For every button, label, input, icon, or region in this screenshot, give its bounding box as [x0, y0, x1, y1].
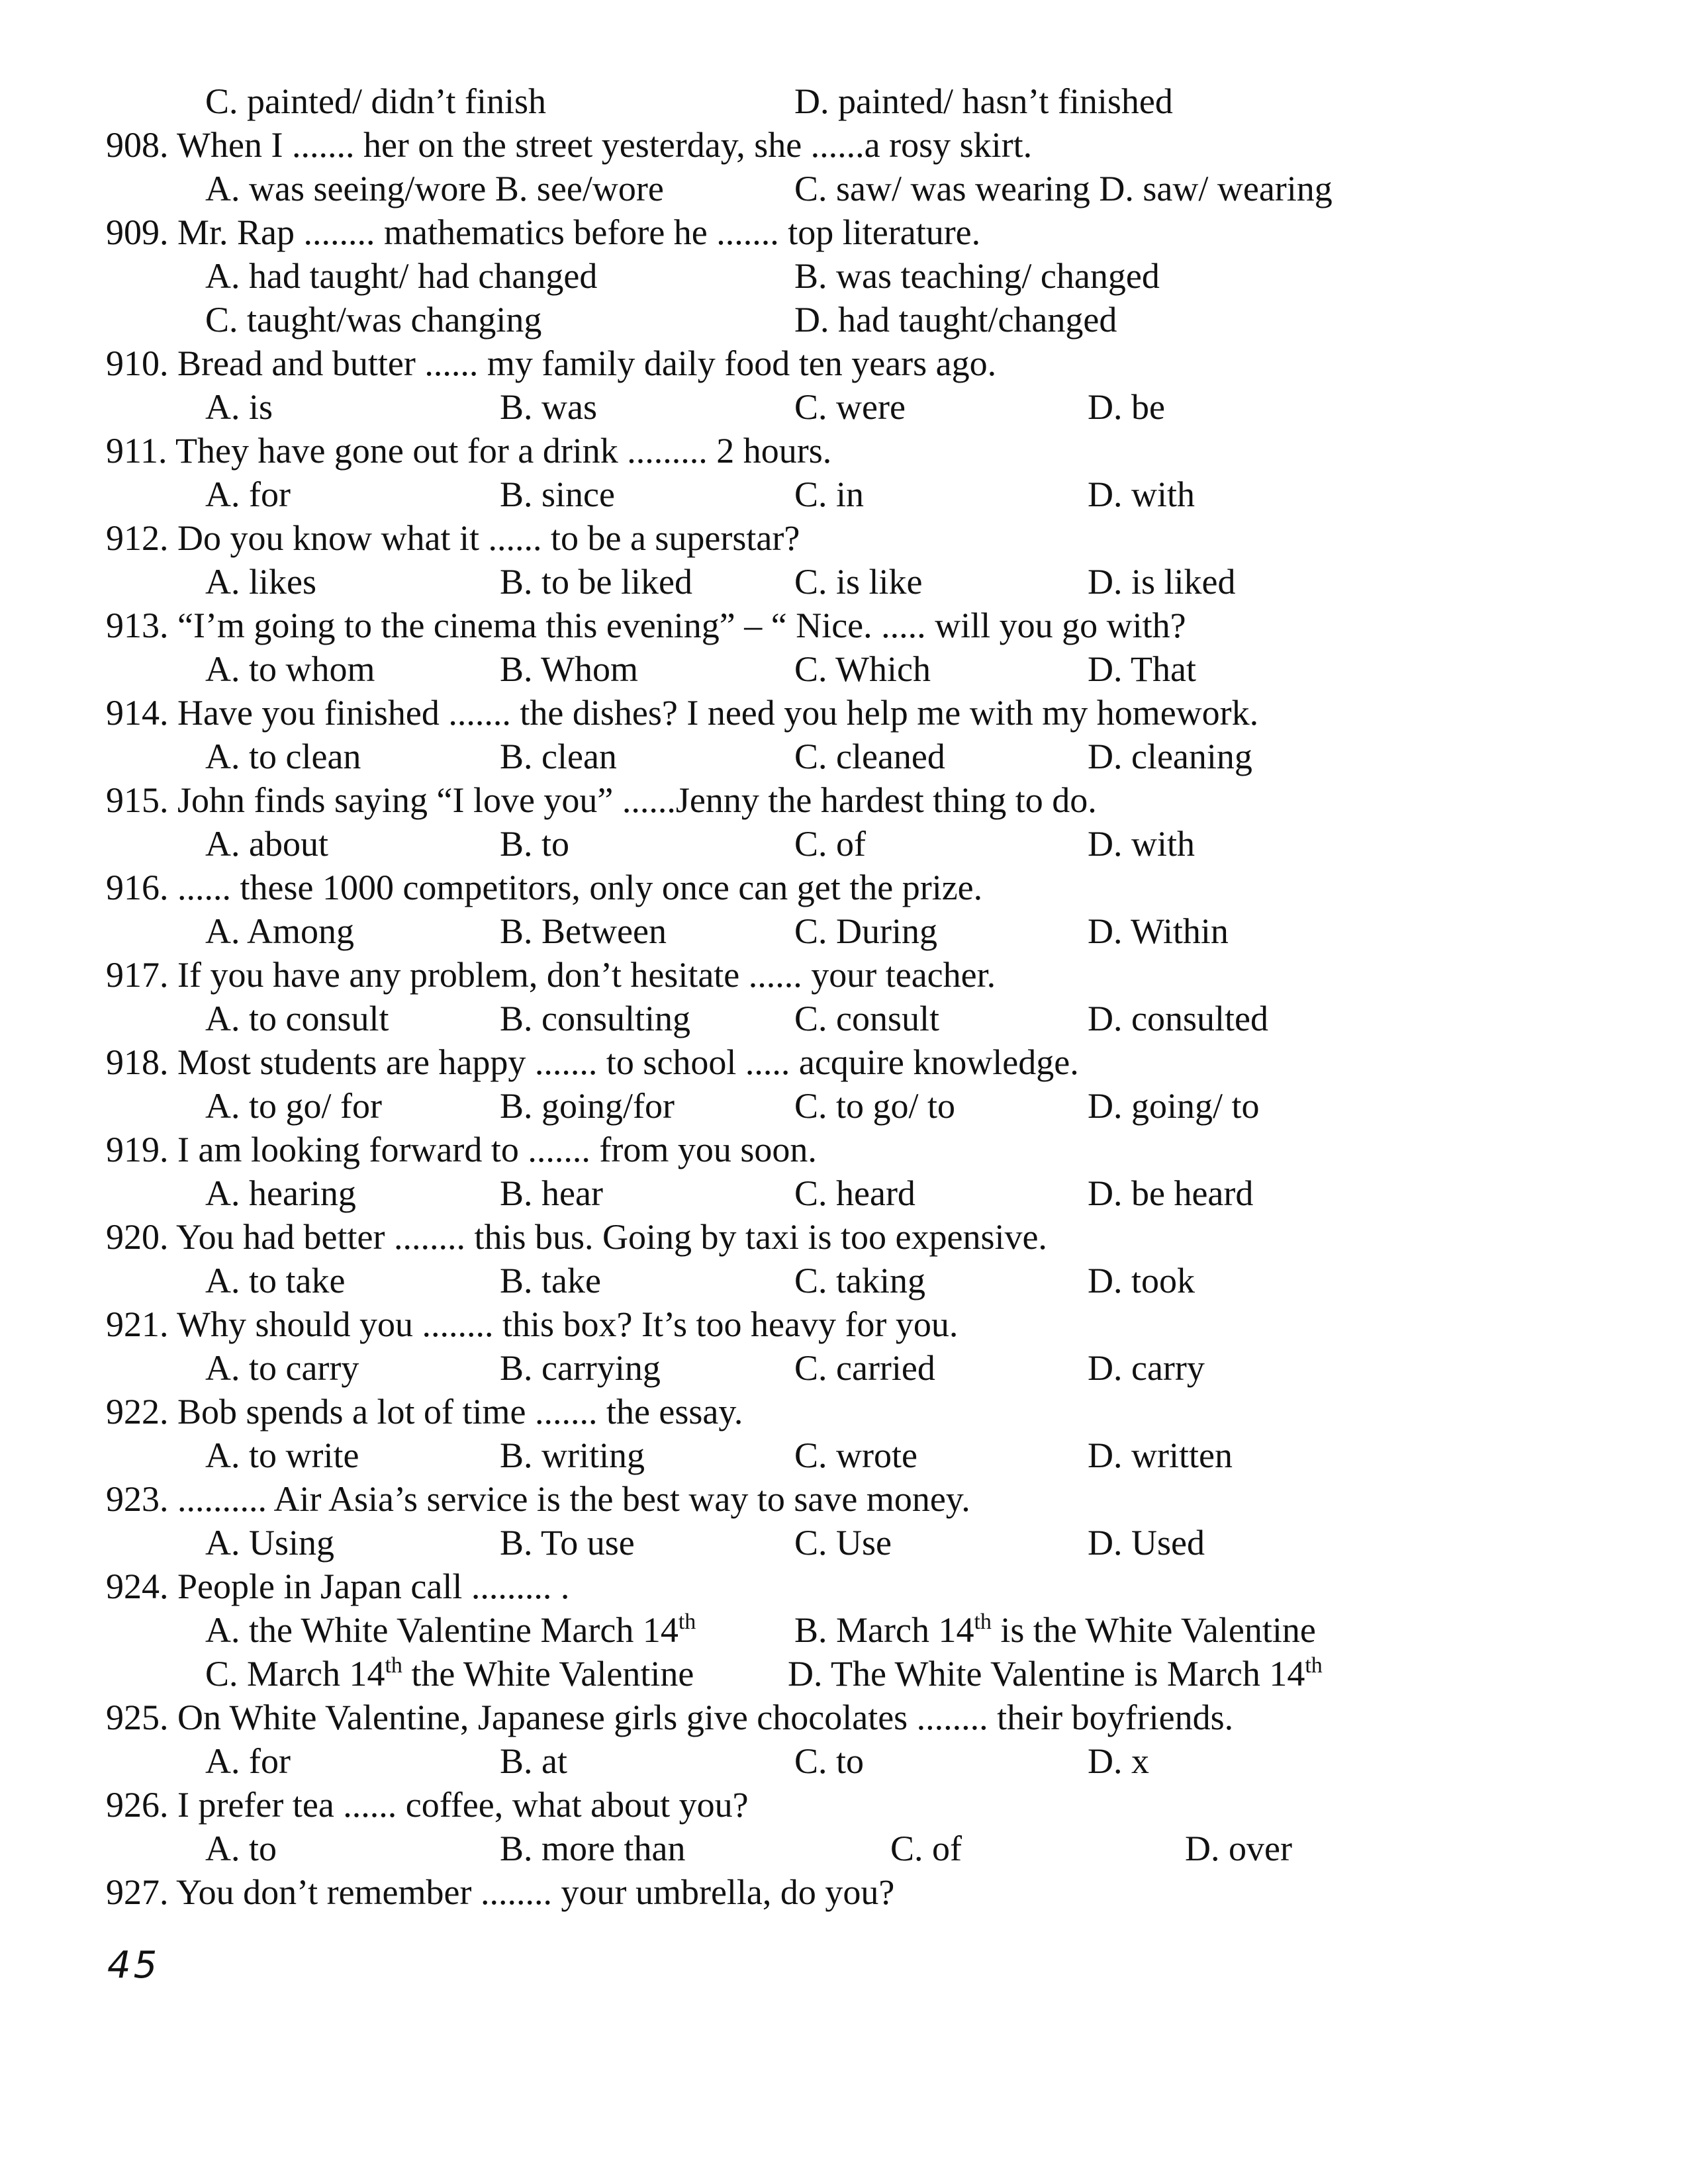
- option-b: B. going/for: [500, 1086, 675, 1126]
- option-b: B. more than: [500, 1829, 686, 1868]
- option-c: C. wrote: [794, 1435, 917, 1475]
- question-stem: 927. You don’t remember ........ your umbrella, do you?: [106, 1872, 895, 1912]
- option-a: A. for: [205, 475, 291, 514]
- question-915: [0, 778, 1688, 822]
- option-b: B. carrying: [500, 1348, 661, 1388]
- question-926: [0, 1783, 1688, 1827]
- option-d: D. had taught/changed: [794, 300, 1117, 340]
- option-d: D. took: [1088, 1261, 1195, 1300]
- question-914: [0, 691, 1688, 735]
- option-c: C. in: [794, 475, 865, 514]
- option-c: C. carried: [794, 1348, 935, 1388]
- option-c: C. March 14th the White Valentine: [205, 1653, 694, 1694]
- option-b: B. clean: [500, 737, 617, 776]
- option-a: A. to go/ for: [205, 1086, 382, 1126]
- option-b: B. writing: [500, 1435, 645, 1475]
- question-stem: 920. You had better ........ this bus. Going by taxi is too expensive.: [106, 1217, 1047, 1257]
- option-d: D. carry: [1088, 1348, 1205, 1388]
- option-c: C. consult: [794, 999, 940, 1038]
- option-d: D. going/ to: [1088, 1086, 1260, 1126]
- option-row: [0, 167, 1688, 210]
- option-c: C. to: [794, 1741, 865, 1781]
- question-stem: 922. Bob spends a lot of time ....... the essay.: [106, 1392, 743, 1432]
- option-c: C. heard: [794, 1173, 915, 1213]
- option-b: B. March 14th is the White Valentine: [794, 1610, 1316, 1650]
- question-918: [0, 1040, 1688, 1084]
- option-b: B. since: [500, 475, 615, 514]
- option-row: [0, 1259, 1688, 1302]
- option-row: [0, 79, 1688, 123]
- option-a: A. to: [205, 1829, 277, 1868]
- option-row: [0, 1346, 1688, 1390]
- option-d: D. consulted: [1088, 999, 1268, 1038]
- option-c: C. taught/was changing: [205, 300, 542, 340]
- question-911: [0, 429, 1688, 473]
- option-b: B. at: [500, 1741, 567, 1781]
- option-d: D. x: [1088, 1741, 1149, 1781]
- question-stem: 909. Mr. Rap ........ mathematics before he ....... top literature.: [106, 212, 981, 252]
- option-d: D. written: [1088, 1435, 1233, 1475]
- option-row: [0, 254, 1688, 298]
- option-d: D. The White Valentine is March 14th: [788, 1653, 1323, 1694]
- option-c: C. to go/ to: [794, 1086, 956, 1126]
- question-stem: 919. I am looking forward to ....... from you soon.: [106, 1130, 817, 1169]
- option-d: D. Within: [1088, 911, 1229, 951]
- question-923: [0, 1477, 1688, 1521]
- question-stem: 925. On White Valentine, Japanese girls give chocolates ........ their boyfriends.: [106, 1698, 1234, 1737]
- question-919: [0, 1128, 1688, 1171]
- question-912: [0, 516, 1688, 560]
- question-916: [0, 866, 1688, 909]
- option-b: B. To use: [500, 1523, 635, 1563]
- option-d: D. is liked: [1088, 562, 1236, 602]
- question-925: [0, 1696, 1688, 1739]
- option-row: [0, 1171, 1688, 1215]
- question-stem: 917. If you have any problem, don’t hesitate ...... your teacher.: [106, 955, 996, 995]
- option-d: D. That: [1088, 649, 1196, 689]
- question-stem: 914. Have you finished ....... the dishes? I need you help me with my homework.: [106, 693, 1259, 733]
- option-row: [0, 997, 1688, 1040]
- option-a: A. to clean: [205, 737, 361, 776]
- option-row: [0, 1608, 1688, 1652]
- question-stem: 912. Do you know what it ...... to be a superstar?: [106, 518, 800, 558]
- option-row: [0, 560, 1688, 604]
- question-909: [0, 210, 1688, 254]
- question-stem: 913. “I’m going to the cinema this evening” – “ Nice. ..... will you go with?: [106, 606, 1186, 645]
- option-row: [0, 1521, 1688, 1565]
- option-row: [0, 298, 1688, 341]
- option-a: A. to take: [205, 1261, 346, 1300]
- question-922: [0, 1390, 1688, 1433]
- option-d: D. over: [1185, 1829, 1292, 1868]
- question-910: [0, 341, 1688, 385]
- option-c: C. were: [794, 387, 906, 427]
- option-b: B. Whom: [500, 649, 639, 689]
- question-stem: 926. I prefer tea ...... coffee, what about you?: [106, 1785, 749, 1825]
- option-d: D. Used: [1088, 1523, 1205, 1563]
- question-921: [0, 1302, 1688, 1346]
- question-917: [0, 953, 1688, 997]
- question-stem: 921. Why should you ........ this box? It’s too heavy for you.: [106, 1304, 959, 1344]
- question-stem: 923. .......... Air Asia’s service is the best way to save money.: [106, 1479, 970, 1519]
- option-a: A. the White Valentine March 14th: [205, 1610, 696, 1650]
- option-row: [0, 647, 1688, 691]
- option-b: B. take: [500, 1261, 601, 1300]
- question-920: [0, 1215, 1688, 1259]
- option-b: B. Between: [500, 911, 667, 951]
- options-c-d: C. saw/ was wearing D. saw/ wearing: [794, 169, 1333, 208]
- question-stem: 911. They have gone out for a drink ......... 2 hours.: [106, 431, 832, 471]
- option-a: A. Among: [205, 911, 355, 951]
- option-d: D. be: [1088, 387, 1165, 427]
- option-row: [0, 1652, 1688, 1696]
- option-d: D. with: [1088, 475, 1195, 514]
- option-a: A. had taught/ had changed: [205, 256, 598, 296]
- option-b: B. was: [500, 387, 597, 427]
- option-c: C. of: [890, 1829, 962, 1868]
- option-row: [0, 385, 1688, 429]
- option-a: A. for: [205, 1741, 291, 1781]
- option-c: C. of: [794, 824, 866, 864]
- option-b: B. to: [500, 824, 570, 864]
- options-a-b: A. was seeing/wore B. see/wore: [205, 169, 664, 208]
- option-c: C. Use: [794, 1523, 892, 1563]
- option-d: D. be heard: [1088, 1173, 1254, 1213]
- question-stem: 918. Most students are happy ....... to school ..... acquire knowledge.: [106, 1042, 1079, 1082]
- option-b: B. hear: [500, 1173, 603, 1213]
- option-d: D. with: [1088, 824, 1195, 864]
- option-a: A. about: [205, 824, 328, 864]
- option-c: C. During: [794, 911, 937, 951]
- question-913: [0, 604, 1688, 647]
- question-stem: 916. ...... these 1000 competitors, only once can get the prize.: [106, 868, 983, 907]
- question-stem: 908. When I ....... her on the street yesterday, she ......a rosy skirt.: [106, 125, 1033, 165]
- option-a: A. is: [205, 387, 273, 427]
- question-stem: 910. Bread and butter ...... my family daily food ten years ago.: [106, 343, 997, 383]
- option-c: C. taking: [794, 1261, 925, 1300]
- option-a: A. hearing: [205, 1173, 356, 1213]
- option-c: C. Which: [794, 649, 931, 689]
- option-a: A. Using: [205, 1523, 335, 1563]
- option-d: D. cleaning: [1088, 737, 1252, 776]
- question-stem: 915. John finds saying “I love you” ......Jenny the hardest thing to do.: [106, 780, 1097, 820]
- option-row: [0, 1827, 1688, 1870]
- option-b: B. was teaching/ changed: [794, 256, 1160, 296]
- option-row: [0, 1739, 1688, 1783]
- option-row: [0, 1084, 1688, 1128]
- option-d: D. painted/ hasn’t finished: [794, 81, 1173, 121]
- option-c: C. is like: [794, 562, 923, 602]
- question-908: [0, 123, 1688, 167]
- page-number: 45: [107, 1944, 160, 1987]
- question-927: [0, 1870, 1688, 1914]
- option-a: A. to whom: [205, 649, 375, 689]
- option-a: A. to carry: [205, 1348, 359, 1388]
- option-c: C. painted/ didn’t finish: [205, 81, 546, 121]
- option-b: B. to be liked: [500, 562, 692, 602]
- option-a: A. to write: [205, 1435, 359, 1475]
- option-row: [0, 473, 1688, 516]
- question-stem: 924. People in Japan call ......... .: [106, 1567, 570, 1606]
- option-row: [0, 909, 1688, 953]
- option-b: B. consulting: [500, 999, 691, 1038]
- option-row: [0, 822, 1688, 866]
- option-row: [0, 1433, 1688, 1477]
- option-row: [0, 735, 1688, 778]
- option-c: C. cleaned: [794, 737, 945, 776]
- option-a: A. to consult: [205, 999, 389, 1038]
- question-924: [0, 1565, 1688, 1608]
- option-a: A. likes: [205, 562, 316, 602]
